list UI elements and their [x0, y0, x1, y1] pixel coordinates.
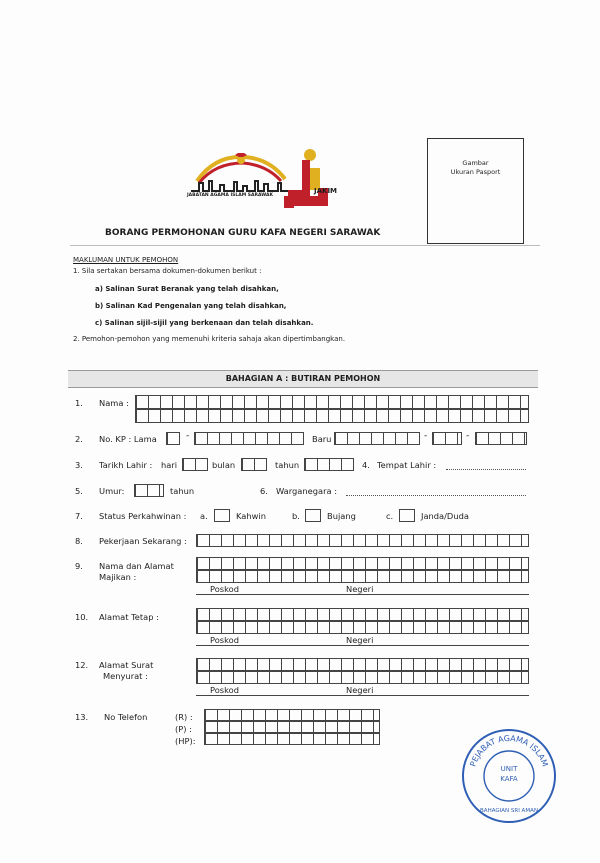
field-10-number: 10.	[75, 612, 89, 622]
phone-office-input[interactable]	[204, 721, 380, 733]
mailing-postcode-label: Poskod	[210, 685, 239, 695]
phone-home-label: (R) :	[175, 712, 193, 722]
marital-single-label: Bujang	[327, 511, 356, 521]
mailing-postcode-line[interactable]	[196, 695, 529, 696]
title-underline	[70, 245, 540, 246]
name-input-row-1[interactable]	[135, 395, 529, 409]
field-10-label: Alamat Tetap :	[99, 612, 159, 622]
dob-year-label: tahun	[275, 460, 300, 470]
birthplace-input[interactable]	[446, 469, 526, 470]
marital-option-c-letter: c.	[386, 511, 394, 521]
phone-office-label: (P) :	[175, 724, 192, 734]
permanent-address-row-1[interactable]	[196, 608, 529, 621]
notes-sub-c: c) Salinan sijil-sijil yang berkenaan dan telah disahkan.	[95, 319, 314, 327]
field-6-label: Warganegara :	[276, 486, 338, 496]
ic-new-label: Baru	[312, 434, 332, 444]
permanent-postcode-line[interactable]	[196, 645, 529, 646]
mailing-state-label: Negeri	[346, 685, 374, 695]
field-1-number: 1.	[75, 398, 83, 408]
photo-box-label-2: Ukuran Pasport	[450, 168, 501, 176]
ic-new-dash-2: -	[466, 431, 470, 441]
field-13-label: No Telefon	[104, 712, 148, 722]
ic-old-prefix[interactable]	[166, 432, 180, 445]
ic-new-part-2[interactable]	[432, 432, 462, 445]
phone-mobile-label: (HP):	[175, 736, 196, 746]
jakim-logo	[280, 146, 350, 212]
field-1-label: Nama :	[99, 398, 129, 408]
marital-married-label: Kahwin	[236, 511, 266, 521]
section-a-header	[68, 370, 538, 388]
permanent-address-row-2[interactable]	[196, 621, 529, 634]
field-6-number: 6.	[260, 486, 268, 496]
field-7-label: Status Perkahwinan :	[99, 511, 187, 521]
stamp-bottom-text: BAHAGIAN SRI AMAN	[480, 808, 538, 814]
jakim-logo-caption: JAKIM	[314, 187, 338, 195]
employer-state-label: Negeri	[346, 584, 374, 594]
marital-option-b-letter: b.	[292, 511, 300, 521]
ic-new-dash-1: -	[424, 431, 428, 441]
dob-month-label: bulan	[212, 460, 236, 470]
ic-new-part-1[interactable]	[334, 432, 420, 445]
marital-widowed-checkbox[interactable]	[399, 509, 415, 522]
employer-postcode-line[interactable]	[196, 594, 529, 595]
age-unit: tahun	[170, 486, 195, 496]
field-2-label: No. KP : Lama	[99, 434, 157, 444]
field-12-number: 12.	[75, 660, 89, 670]
mailing-address-row-2[interactable]	[196, 671, 529, 684]
form-title: BORANG PERMOHONAN GURU KAFA NEGERI SARAWAK	[105, 228, 381, 238]
name-input-row-2[interactable]	[135, 409, 529, 423]
marital-widowed-label: Janda/Duda	[421, 511, 469, 521]
phone-mobile-input[interactable]	[204, 733, 380, 745]
employer-address-row-1[interactable]	[196, 557, 529, 570]
notes-sub-b: b) Salinan Kad Pengenalan yang telah disahkan,	[95, 302, 287, 310]
field-12-label-1: Alamat Surat	[99, 660, 154, 670]
occupation-input[interactable]	[196, 534, 529, 547]
ic-old-number[interactable]	[194, 432, 304, 445]
employer-postcode-label: Poskod	[210, 584, 239, 594]
dob-month-input[interactable]	[241, 458, 267, 471]
passport-photo-box[interactable]	[427, 138, 524, 244]
notes-sub-a: a) Salinan Surat Beranak yang telah disahkan,	[95, 285, 279, 293]
field-9-number: 9.	[75, 561, 83, 571]
stamp-center-2: KAFA	[500, 775, 518, 783]
ic-new-part-3[interactable]	[475, 432, 527, 445]
employer-address-row-2[interactable]	[196, 570, 529, 583]
field-5-label: Umur:	[99, 486, 125, 496]
ic-old-dash: -	[186, 431, 190, 441]
nationality-input[interactable]	[346, 495, 526, 496]
field-12-label-2: Menyurat :	[103, 671, 148, 681]
field-2-number: 2.	[75, 434, 83, 444]
dob-year-input[interactable]	[304, 458, 354, 471]
field-9-label-1: Nama dan Alamat	[99, 561, 174, 571]
mailing-address-row-1[interactable]	[196, 658, 529, 671]
notes-item-2: 2. Pemohon-pemohon yang memenuhi kriteria sahaja akan dipertimbangkan.	[73, 335, 346, 343]
permanent-state-label: Negeri	[346, 635, 374, 645]
section-a-title: BAHAGIAN A : BUTIRAN PEMOHON	[225, 374, 381, 383]
marital-married-checkbox[interactable]	[214, 509, 230, 522]
field-3-number: 3.	[75, 460, 83, 470]
permanent-postcode-label: Poskod	[210, 635, 239, 645]
stamp-center-1: UNIT	[500, 765, 518, 773]
stamp-top-text: PEJABAT AGAMA ISLAM	[468, 733, 550, 768]
field-4-number: 4.	[362, 460, 370, 470]
field-8-label: Pekerjaan Sekarang :	[99, 536, 187, 546]
marital-single-checkbox[interactable]	[305, 509, 321, 522]
age-input[interactable]	[134, 484, 164, 497]
field-13-number: 13.	[75, 712, 89, 722]
dob-day-label: hari	[161, 460, 178, 470]
field-8-number: 8.	[75, 536, 83, 546]
field-7-number: 7.	[75, 511, 83, 521]
field-3-label: Tarikh Lahir :	[99, 460, 153, 470]
official-stamp	[460, 727, 558, 825]
phone-home-input[interactable]	[204, 709, 380, 721]
marital-option-a-letter: a.	[200, 511, 208, 521]
notes-item-1: 1. Sila sertakan bersama dokumen-dokumen berikut :	[73, 267, 262, 275]
jais-logo-caption: JABATAN AGAMA ISLAM SARAWAK	[187, 193, 273, 198]
field-9-label-2: Majikan :	[99, 572, 137, 582]
field-4-label: Tempat Lahir :	[377, 460, 437, 470]
dob-day-input[interactable]	[182, 458, 208, 471]
photo-box-label-1: Gambar	[462, 159, 489, 167]
field-5-number: 5.	[75, 486, 83, 496]
notes-heading: MAKLUMAN UNTUK PEMOHON	[73, 256, 179, 264]
